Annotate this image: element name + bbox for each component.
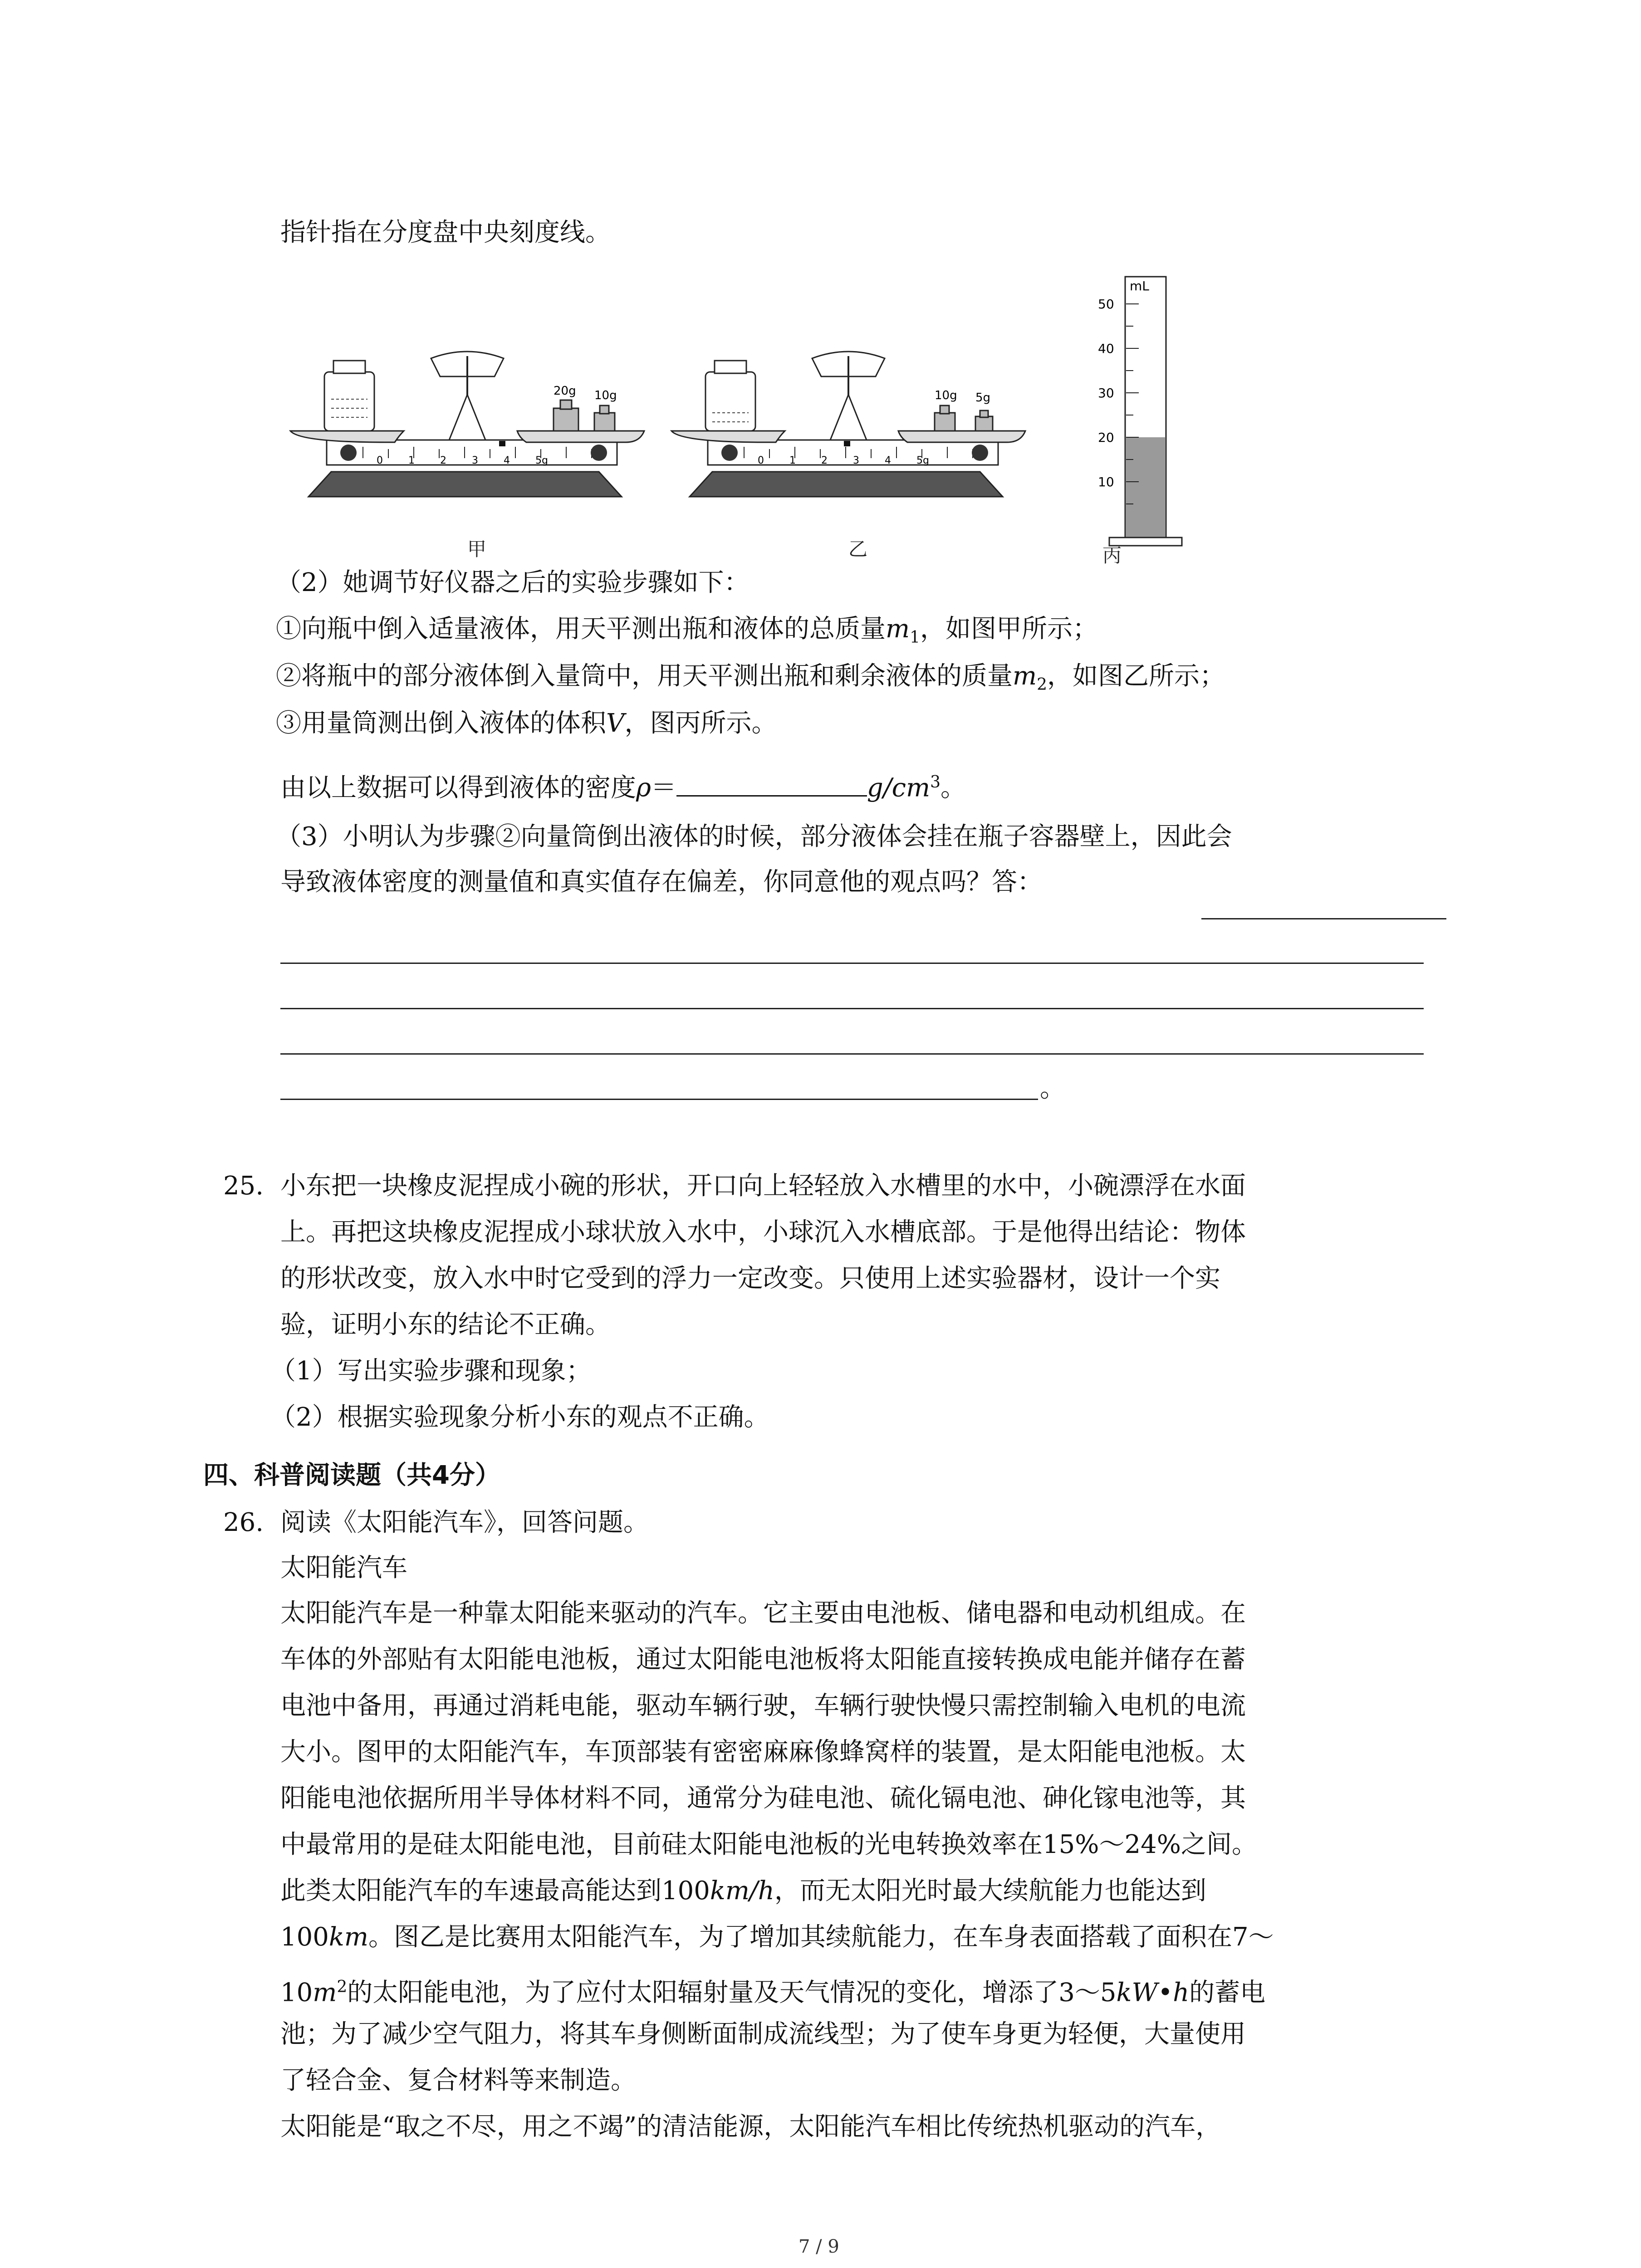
cylinder-tick: 10: [1098, 474, 1114, 489]
weight-label: 10g: [935, 389, 957, 402]
q24-step3: ③用量筒测出倒入液体的体积V，图丙所示。: [276, 709, 777, 738]
weight-label: 20g: [554, 384, 576, 398]
balance-figure-yi: [662, 345, 1034, 526]
scale-number: 0: [377, 455, 383, 466]
q24-step1: ①向瓶中倒入适量液体，用天平测出瓶和液体的总质量$m_1$，如图甲所示；: [276, 614, 1098, 647]
weight-label: 5g: [975, 391, 991, 405]
scale-number: 0: [758, 455, 764, 466]
q25-line4: 验，证明小东的结论不正确。: [280, 1310, 611, 1339]
density-answer-blank[interactable]: [676, 770, 867, 797]
figure-caption-bing: 丙: [1102, 544, 1122, 567]
article-line: 大小。图甲的太阳能汽车，车顶部装有密密麻麻像蜂窝样的装置，是太阳能电池板。太: [280, 1737, 1246, 1767]
q24-intro-end: 指针指在分度盘中央刻度线。: [280, 218, 611, 247]
article-line: 电池中备用，再通过消耗电能，驱动车辆行驶，车辆行驶快慢只需控制输入电机的电流: [280, 1691, 1246, 1721]
q26-prompt: 阅读《太阳能汽车》，回答问题。: [280, 1508, 649, 1537]
answer-line[interactable]: [280, 1099, 1038, 1100]
q24-step2: ②将瓶中的部分液体倒入量筒中，用天平测出瓶和剩余液体的质量$m_2$，如图乙所示；: [276, 661, 1225, 694]
scale-number: 5g: [916, 455, 929, 466]
cylinder-tick: 20: [1098, 430, 1114, 445]
balance-figure-jia: [281, 345, 653, 526]
article-line: 池；为了减少空气阻力，将其车身侧断面制成流线型；为了使车身更为轻便，大量使用: [280, 2019, 1246, 2049]
scale-number: 3: [472, 455, 478, 466]
article-line: 100km。图乙是比赛用太阳能汽车，为了增加其续航能力，在车身表面搭载了面积在7～: [280, 1922, 1274, 1952]
scale-number: 4: [885, 455, 891, 466]
scale-number: 2: [821, 455, 828, 466]
answer-line[interactable]: [280, 963, 1424, 964]
scale-number: 1: [408, 455, 415, 466]
article-line: 车体的外部贴有太阳能电池板，通过太阳能电池板将太阳能直接转换成电能并储存在蓄: [280, 1645, 1246, 1674]
q24-part3-line1: （3）小明认为步骤②向量筒倒出液体的时候，部分液体会挂在瓶子容器壁上，因此会: [276, 822, 1232, 851]
answer-line[interactable]: [280, 1008, 1424, 1009]
answer-line[interactable]: [280, 1053, 1424, 1055]
article-line: 太阳能汽车是一种靠太阳能来驱动的汽车。它主要由电池板、储电器和电动机组成。在: [280, 1598, 1246, 1628]
q25-sub1: （1）写出实验步骤和现象；: [270, 1356, 592, 1386]
graduated-cylinder-figure-bing: [1084, 263, 1202, 562]
cylinder-liquid: [1126, 437, 1165, 539]
scale-number: 5g: [535, 455, 548, 466]
page-number: 7 / 9: [798, 2236, 839, 2257]
cylinder-tick: 30: [1098, 386, 1114, 401]
scale-number: 1: [789, 455, 796, 466]
figure-caption-yi: 乙: [848, 538, 868, 560]
q24-density-line: 由以上数据可以得到液体的密度$\rho= g/cm^3$。: [280, 767, 966, 804]
q24-part2-title: （2）她调节好仪器之后的实验步骤如下：: [276, 568, 749, 597]
scale-number: 3: [853, 455, 859, 466]
article-title: 太阳能汽车: [280, 1553, 407, 1583]
scale-number: 2: [440, 455, 446, 466]
cylinder-unit: mL: [1130, 279, 1149, 293]
q25-sub2: （2）根据实验现象分析小东的观点不正确。: [270, 1403, 769, 1432]
weight-label: 10g: [594, 389, 617, 402]
q24-part3-line2: 导致液体密度的测量值和真实值存在偏差，你同意他的观点吗？答：: [280, 867, 1043, 897]
cylinder-tick: 50: [1098, 297, 1114, 312]
q26-number: 26.: [223, 1508, 264, 1537]
article-line: 太阳能是“取之不尽，用之不竭”的清洁能源，太阳能汽车相比传统热机驱动的汽车，: [280, 2112, 1221, 2141]
article-line: 中最常用的是硅太阳能电池，目前硅太阳能电池板的光电转换效率在15%～24%之间。: [280, 1830, 1257, 1859]
cylinder-tick: 40: [1098, 341, 1114, 356]
figure-caption-jia: 甲: [467, 538, 487, 560]
q25-line1: 小东把一块橡皮泥捏成小碗的形状，开口向上轻轻放入水槽里的水中，小碗漂浮在水面: [280, 1171, 1246, 1201]
article-line: 了轻合金、复合材料等来制造。: [280, 2066, 636, 2095]
article-line: 阳能电池依据所用半导体材料不同，通常分为硅电池、硫化镉电池、砷化镓电池等，其: [280, 1784, 1246, 1813]
article-line: $10m^2$的太阳能电池，为了应付太阳辐射量及天气情况的变化，增添了3～5kW•h的蓄电: [280, 1978, 1266, 2008]
answer-end-mark: 。: [1040, 1074, 1065, 1103]
section-heading: 四、科普阅读题（共4分）: [203, 1461, 500, 1490]
scale-number: 4: [504, 455, 510, 466]
answer-blank[interactable]: [1201, 918, 1446, 919]
q25-line3: 的形状改变，放入水中时它受到的浮力一定改变。只使用上述实验器材，设计一个实: [280, 1264, 1220, 1293]
q25-number: 25.: [223, 1171, 264, 1201]
q25-line2: 上。再把这块橡皮泥捏成小球状放入水中，小球沉入水槽底部。于是他得出结论：物体: [280, 1217, 1246, 1247]
article-line: 此类太阳能汽车的车速最高能达到100km/h，而无太阳光时最大续航能力也能达到: [280, 1876, 1206, 1906]
